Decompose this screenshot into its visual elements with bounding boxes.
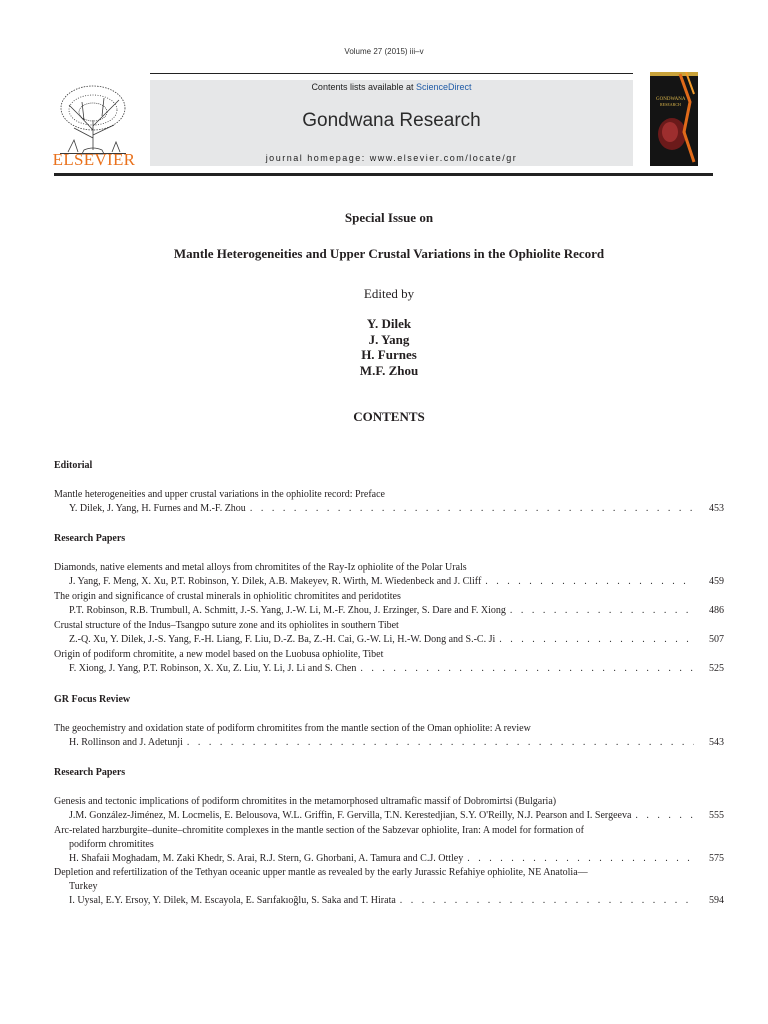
page-number: 507: [709, 634, 724, 645]
editor-name: J. Yang: [368, 332, 410, 347]
leader-dots: [506, 604, 694, 618]
article-title: Origin of podiform chromitite, a new model based on the Luobusa ophiolite, Tibet: [54, 649, 384, 660]
sciencedirect-link[interactable]: ScienceDirect: [416, 82, 472, 92]
page-number: 575: [709, 853, 724, 864]
contents-heading: CONTENTS: [353, 409, 425, 424]
journal-homepage[interactable]: journal homepage: www.elsevier.com/locate/gr: [265, 153, 518, 163]
article-title-continuation: Turkey: [69, 881, 98, 892]
elsevier-wordmark: ELSEVIER: [52, 150, 136, 169]
masthead-bottom-rule: [54, 173, 713, 176]
leader-dots: [495, 633, 694, 647]
leader-dots: [246, 502, 694, 516]
toc-entry[interactable]: [54, 824, 724, 866]
article-authors: I. Uysal, E.Y. Ersoy, Y. Dilek, M. Escayola, E. Sarıfakıoğlu, S. Saka and T. Hirata: [69, 895, 396, 906]
masthead-top-rule: [150, 73, 633, 74]
section-heading: GR Focus Review: [54, 694, 131, 705]
leader-dots: [481, 575, 694, 589]
special-issue-title: Mantle Heterogeneities and Upper Crustal Variations in the Ophiolite Record: [173, 246, 605, 261]
toc-entry[interactable]: [54, 722, 724, 750]
toc-entry[interactable]: [54, 488, 724, 516]
svg-text:RESEARCH: RESEARCH: [660, 102, 681, 107]
article-authors: J. Yang, F. Meng, X. Xu, P.T. Robinson, Y. Dilek, A.B. Makeyev, R. Wirth, M. Wiedenbeck and J. Cliff: [69, 576, 482, 587]
article-title: Diamonds, native elements and metal alloys from chromitites of the Ray-Iz ophiolite of the Polar Urals: [54, 562, 467, 573]
section-heading: Research Papers: [54, 767, 126, 778]
article-authors: H. Rollinson and J. Adetunji: [69, 737, 183, 748]
article-authors: J.M. González-Jiménez, M. Locmelis, E. Belousova, W.L. Griffin, F. Gervilla, T.N. Kerestedjian, S.Y. O'Reilly, N.J. Pearson and I. Sergeeva: [69, 810, 632, 821]
leader-dots: [463, 852, 694, 866]
journal-title: Gondwana Research: [302, 110, 481, 131]
volume-line: Volume 27 (2015) iii–v: [344, 47, 424, 56]
leader-dots: [183, 736, 694, 750]
journal-cover-image: [650, 72, 698, 166]
contents-prefix: Contents lists available at: [311, 82, 414, 92]
article-title: Genesis and tectonic implications of podiform chromitites in the metamorphosed ultramafic massif of Dobromirtsi (Bulgaria): [54, 796, 557, 807]
page-number: 594: [709, 895, 724, 906]
section-heading: Editorial: [54, 460, 93, 471]
toc-entry[interactable]: [54, 648, 724, 676]
leader-dots: [396, 894, 694, 908]
article-title: The geochemistry and oxidation state of podiform chromitites from the mantle section of the Oman ophiolite: A review: [54, 723, 531, 734]
page-number: 525: [709, 663, 724, 674]
article-title: Mantle heterogeneities and upper crustal variations in the ophiolite record: Preface: [54, 489, 385, 500]
special-issue-label: Special Issue on: [344, 210, 434, 225]
editor-name: M.F. Zhou: [359, 363, 419, 378]
article-title: Crustal structure of the Indus–Tsangpo suture zone and its ophiolites in southern Tibet: [54, 620, 399, 631]
article-title-continuation: podiform chromitites: [69, 839, 154, 850]
editor-name: H. Furnes: [361, 347, 417, 362]
toc-entry[interactable]: [54, 795, 724, 823]
article-authors: P.T. Robinson, R.B. Trumbull, A. Schmitt, J.-S. Yang, J.-W. Li, M.-F. Zhou, J. Erzinger, S. Dare and F. Xiong: [69, 605, 506, 616]
editor-name: Y. Dilek: [366, 316, 412, 331]
page-number: 486: [709, 605, 724, 616]
toc-entry[interactable]: [54, 590, 724, 618]
article-title: Arc-related harzburgite–dunite–chromitite complexes in the mantle section of the Sabzevar ophiolite, Iran: A model for formation of: [54, 825, 584, 836]
article-title: The origin and significance of crustal minerals in ophiolitic chromitites and peridotites: [54, 591, 401, 602]
toc-entry[interactable]: [54, 619, 724, 647]
contents-available-line: [150, 82, 633, 92]
edited-by-label: Edited by: [363, 286, 415, 301]
toc-entry[interactable]: [54, 561, 724, 589]
page-number: 543: [709, 737, 724, 748]
leader-dots: [631, 809, 694, 823]
article-authors: Y. Dilek, J. Yang, H. Furnes and M.-F. Zhou: [69, 503, 246, 514]
page-number: 453: [709, 503, 724, 514]
article-authors: Z.-Q. Xu, Y. Dilek, J.-S. Yang, F.-H. Liang, F. Liu, D.-Z. Ba, Z.-H. Cai, G.-W. Li, H.-W. Dong and S.-C. Ji: [69, 634, 496, 645]
article-authors: H. Shafaii Moghadam, M. Zaki Khedr, S. Arai, R.J. Stern, G. Ghorbani, A. Tamura and C.J. Ottley: [69, 853, 464, 864]
leader-dots: [356, 662, 694, 676]
cover-title: GONDWANA: [656, 97, 686, 102]
article-title: Depletion and refertilization of the Tethyan oceanic upper mantle as revealed by the early Jurassic Refahiye ophiolite, NE Anatolia—: [54, 867, 588, 878]
toc-entry[interactable]: [54, 866, 724, 908]
article-authors: F. Xiong, J. Yang, P.T. Robinson, X. Xu, Z. Liu, Y. Li, J. Li and S. Chen: [69, 663, 357, 674]
section-heading: Research Papers: [54, 533, 126, 544]
page-number: 555: [709, 810, 724, 821]
page-number: 459: [709, 576, 724, 587]
